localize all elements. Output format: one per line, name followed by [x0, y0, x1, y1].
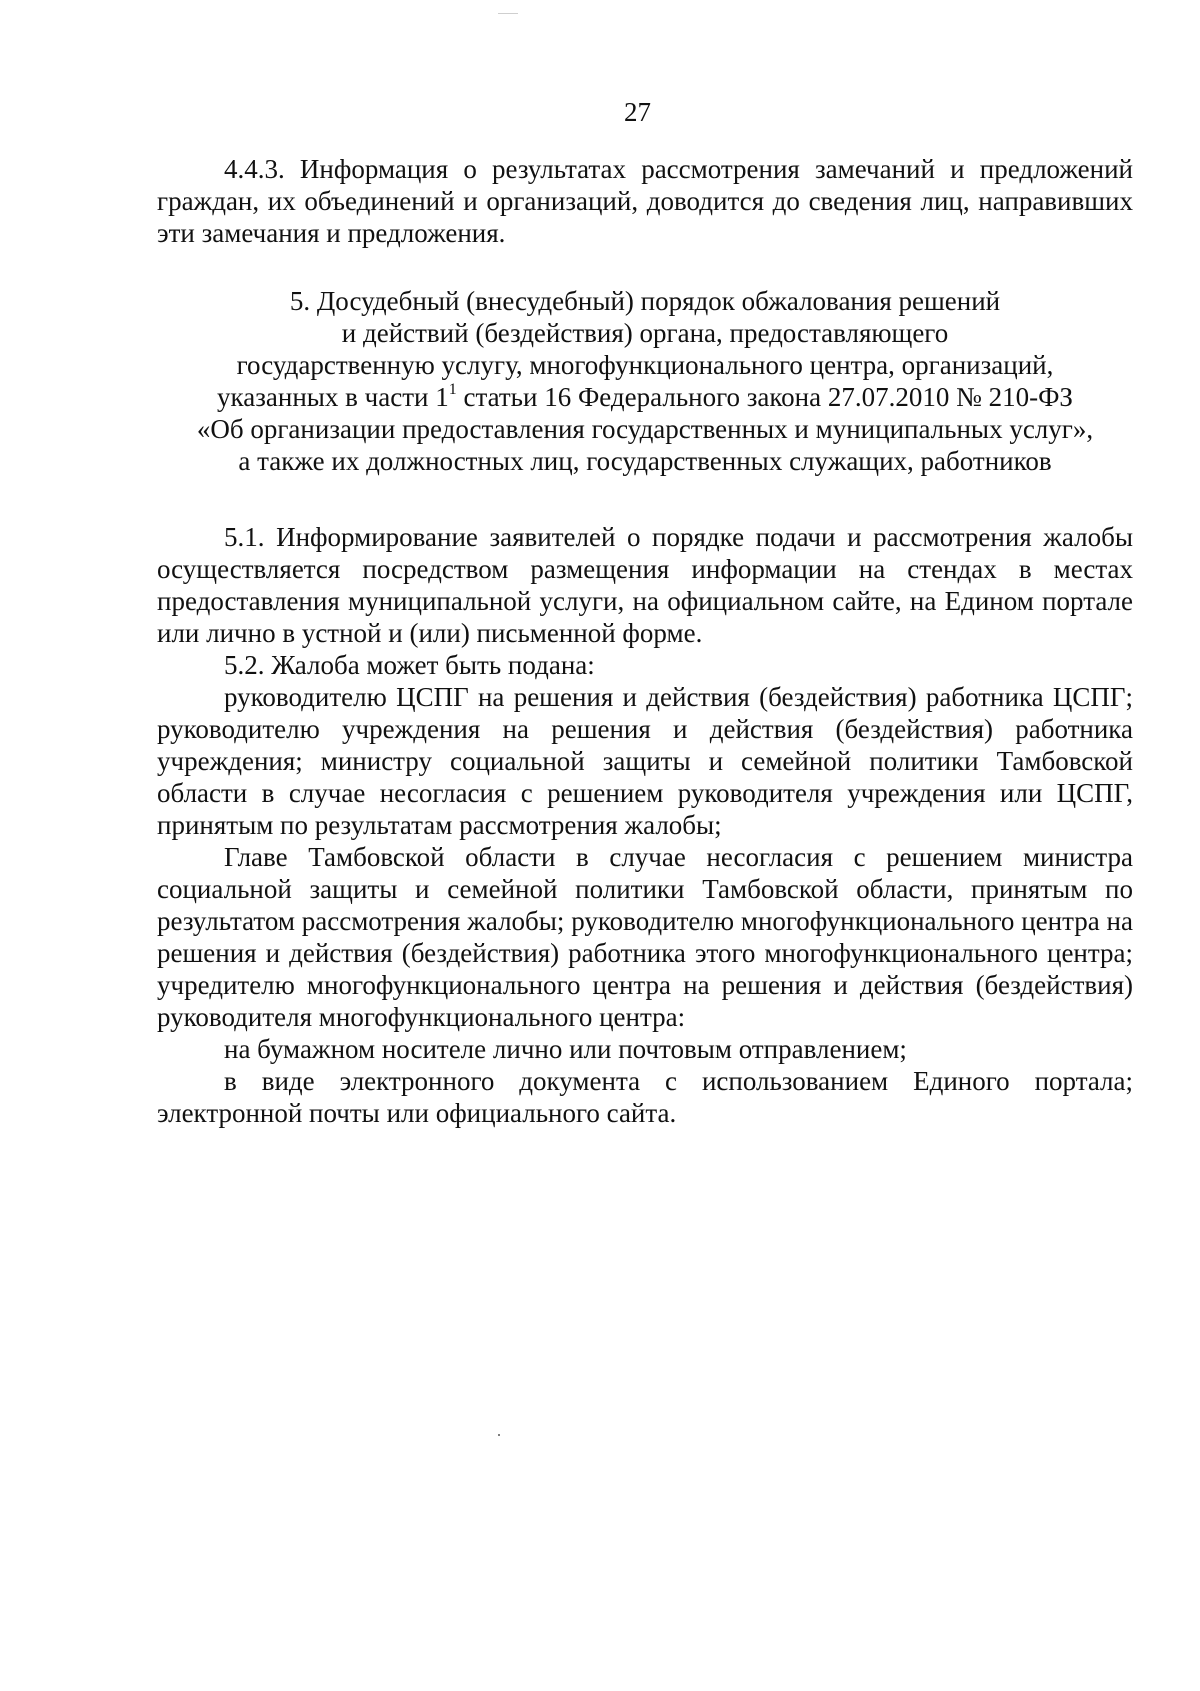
heading-line-1: 5. Досудебный (внесудебный) порядок обжалования решений — [289, 286, 1001, 316]
heading-superscript: 1 — [448, 381, 457, 398]
page-number: 27 — [624, 97, 651, 127]
scan-speck — [498, 1434, 500, 1436]
paragraph-4-4-3: 4.4.3. Информация о результатах рассмотрения замечаний и предложений граждан, их объединений и организаций, доводится до сведения лиц, направивших эти замечания и предложения. — [157, 154, 1133, 248]
paragraph-5-2: 5.2. Жалоба может быть подана: — [224, 650, 595, 680]
paragraph-5-2-electronic: в виде электронного документа с использованием Единого портала; электронной почты или официального сайта. — [157, 1066, 1133, 1128]
paragraph-5-1: 5.1. Информирование заявителей о порядке подачи и рассмотрения жалобы осуществляется посредством размещения информации на стендах в местах предоставления муниципальной услуги, на официальном сайте, на Едином портале или лично в устной и (или) письменной форме. — [157, 522, 1133, 648]
document-body — [157, 153, 1133, 1129]
heading-line-6: а также их должностных лиц, государственных служащих, работников — [238, 446, 1052, 476]
heading-line-5: «Об организации предоставления государственных и муниципальных услуг», — [196, 414, 1094, 444]
scan-mark — [498, 13, 518, 14]
heading-line-4-end: статьи 16 Федерального закона 27.07.2010 № 210-ФЗ — [456, 382, 1073, 412]
paragraph-5-2-paper: на бумажном носителе лично или почтовым отправлением; — [224, 1034, 907, 1064]
paragraph-5-2-governor: Главе Тамбовской области в случае несогласия с решением министра социальной защиты и семейной политики Тамбовской области, принятым по результатом рассмотрения жалобы; руководителю многофункционального центра на решения и действия (бездействия) работника этого многофункционального центра; учредителю многофункционального центра на решения и действия (бездействия) руководителя многофункционального центра: — [157, 842, 1133, 1032]
heading-line-2: и действий (бездействия) органа, предоставляющего — [341, 318, 949, 348]
heading-line-4-start: указанных в части 1 — [217, 382, 449, 412]
section-5-heading — [157, 285, 1133, 477]
heading-line-3: государственную услугу, многофункционального центра, организаций, — [236, 350, 1054, 380]
heading-line-4 — [157, 381, 1133, 413]
paragraph-5-2-recipients: руководителю ЦСПГ на решения и действия (бездействия) работника ЦСПГ; руководителю учреждения на решения и действия (бездействия) работника учреждения; министру социальной защиты и семейной политики Тамбовской области в случае несогласия с решением руководителя учреждения или ЦСПГ, принятым по результатам рассмотрения жалобы; — [157, 682, 1133, 840]
